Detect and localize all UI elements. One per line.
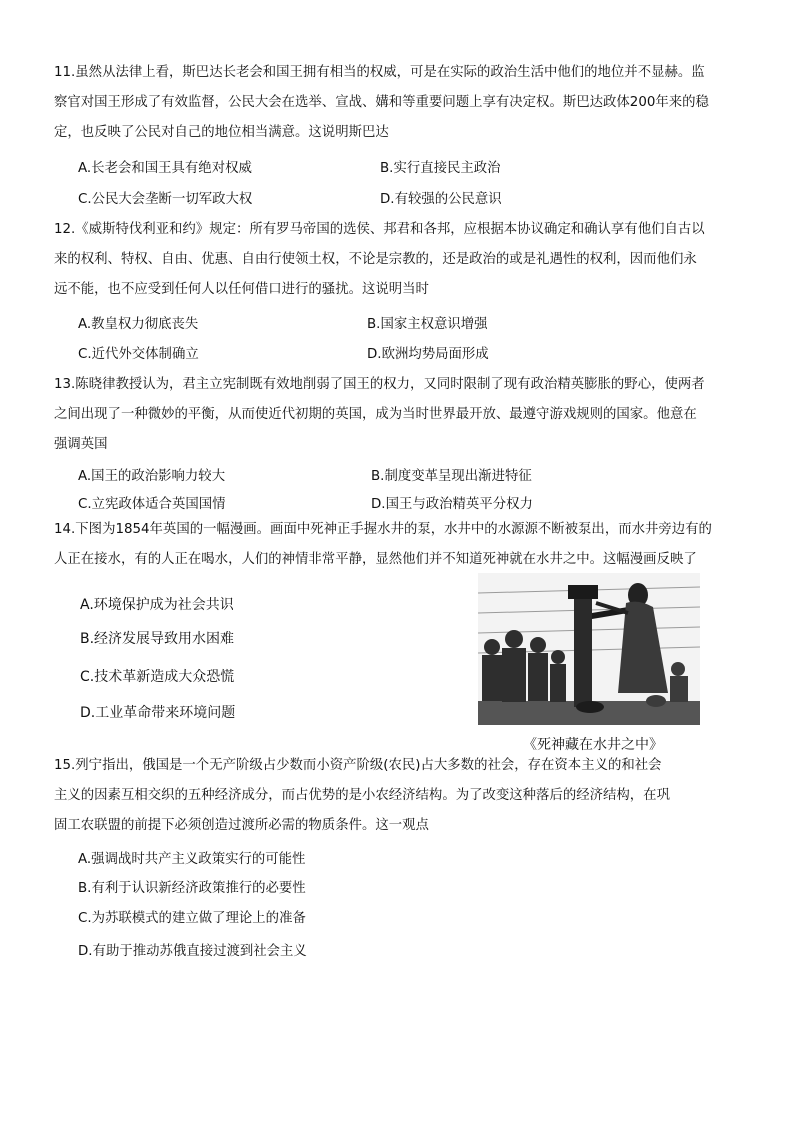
q13-option-b[interactable]: B.制度变革呈现出渐进特征	[371, 469, 532, 484]
question-15-stem	[54, 751, 742, 841]
q14-option-a[interactable]: A.环境保护成为社会共识	[80, 597, 234, 613]
q11-option-b[interactable]: B.实行直接民主政治	[380, 161, 501, 176]
question-line: 主义的因素互相交织的五种经济成分，而占优势的是小农经济结构。为了改变这种落后的经济结构，在巩	[54, 788, 670, 803]
question-11-stem	[54, 58, 742, 148]
q11-option-a[interactable]: A.长老会和国王具有绝对权威	[78, 161, 252, 176]
question-14-stem	[54, 515, 742, 575]
question-line: 察官对国王形成了有效监督，公民大会在选举、宣战、媾和等重要问题上享有决定权。斯巴达政体200年来的稳	[54, 95, 709, 110]
cartoon-illustration	[478, 573, 700, 725]
question-line: 来的权利、特权、自由、优惠、自由行使领土权，不论是宗教的，还是政治的或是礼遇性的权利，因而他们永	[54, 252, 697, 267]
question-line: 13.陈晓律教授认为，君主立宪制既有效地削弱了国王的权力，又同时限制了现有政治精英膨胀的野心，使两者	[54, 377, 705, 392]
q12-option-c[interactable]: C.近代外交体制确立	[78, 347, 199, 362]
question-line: 14.下图为1854年英国的一幅漫画。画面中死神正手握水井的泵，水井中的水源源不断被泵出，而水井旁边有的	[54, 522, 712, 537]
q14-option-b[interactable]: B.经济发展导致用水困难	[80, 631, 235, 647]
q15-option-d[interactable]: D.有助于推动苏俄直接过渡到社会主义	[78, 944, 307, 959]
cartoon-caption: 《死神藏在水井之中》	[523, 737, 663, 753]
q15-option-c[interactable]: C.为苏联模式的建立做了理论上的准备	[78, 911, 306, 926]
q13-option-c[interactable]: C.立宪政体适合英国国情	[78, 497, 226, 512]
question-line: 固工农联盟的前提下必须创造过渡所必需的物质条件。这一观点	[54, 818, 429, 833]
question-13-stem	[54, 370, 742, 460]
q11-option-d[interactable]: D.有较强的公民意识	[380, 192, 502, 207]
q13-option-a[interactable]: A.国王的政治影响力较大	[78, 469, 226, 484]
question-line: 定，也反映了公民对自己的地位相当满意。这说明斯巴达	[54, 125, 389, 140]
q15-option-a[interactable]: A.强调战时共产主义政策实行的可能性	[78, 852, 306, 867]
question-line: 远不能，也不应受到任何人以任何借口进行的骚扰。这说明当时	[54, 282, 429, 297]
question-line: 12.《威斯特伐利亚和约》规定：所有罗马帝国的选侯、邦君和各邦，应根据本协议确定和确认享有他们自古以	[54, 222, 705, 237]
q11-option-c[interactable]: C.公民大会垄断一切军政大权	[78, 192, 253, 207]
question-line: 强调英国	[54, 437, 108, 452]
q12-option-b[interactable]: B.国家主权意识增强	[367, 317, 488, 332]
question-line: 15.列宁指出，俄国是一个无产阶级占少数而小资产阶级(农民)占大多数的社会，存在资本主义的和社会	[54, 758, 662, 773]
question-line: 11.虽然从法律上看，斯巴达长老会和国王拥有相当的权威，可是在实际的政治生活中他们的地位并不显赫。监	[54, 65, 705, 80]
q15-option-b[interactable]: B.有利于认识新经济政策推行的必要性	[78, 881, 306, 896]
q12-option-a[interactable]: A.教皇权力彻底丧失	[78, 317, 199, 332]
question-line: 人正在接水，有的人正在喝水，人们的神情非常平静，显然他们并不知道死神就在水井之中。这幅漫画反映了	[54, 552, 697, 567]
q14-option-c[interactable]: C.技术革新造成大众恐慌	[80, 669, 235, 685]
q12-option-d[interactable]: D.欧洲均势局面形成	[367, 347, 489, 362]
question-line: 之间出现了一种微妙的平衡，从而使近代初期的英国，成为当时世界最开放、最遵守游戏规则的国家。他意在	[54, 407, 697, 422]
question-12-stem	[54, 215, 742, 305]
q13-option-d[interactable]: D.国王与政治精英平分权力	[371, 497, 533, 512]
q14-option-d[interactable]: D.工业革命带来环境问题	[80, 705, 236, 721]
